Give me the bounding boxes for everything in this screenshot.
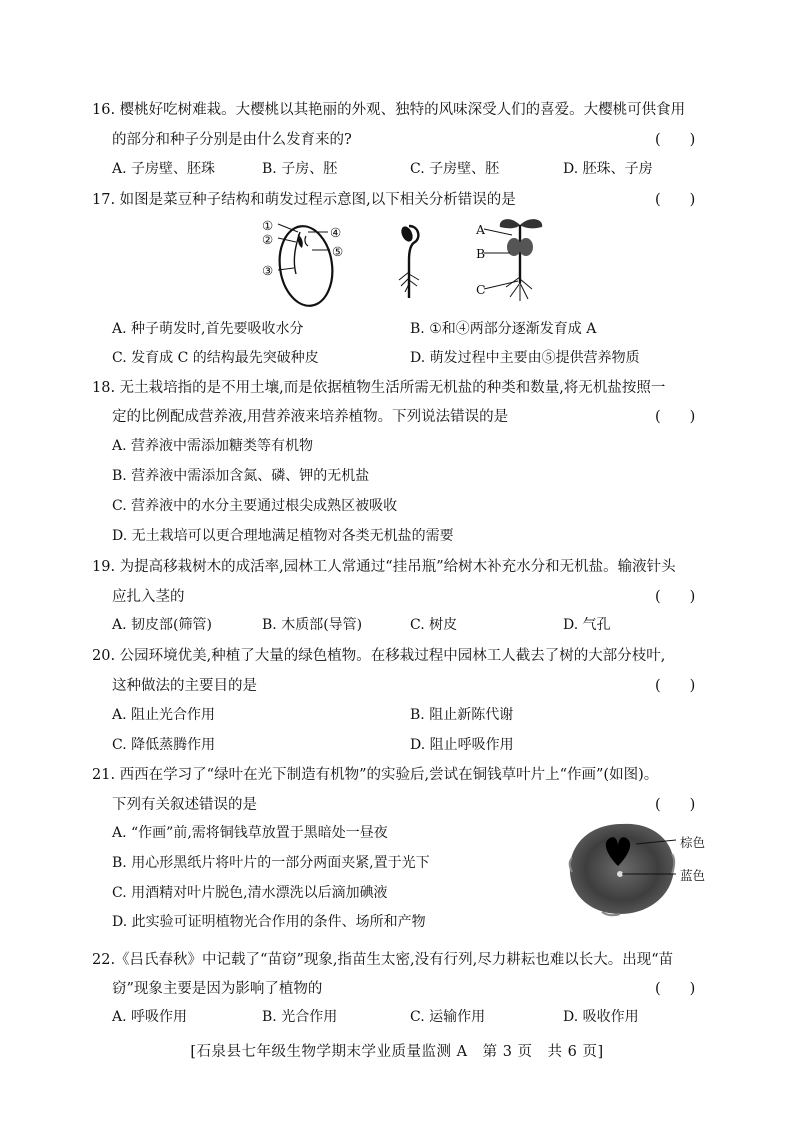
q17-option-d: D. 萌发过程中主要由⑤提供营养物质: [410, 350, 640, 366]
q20-answer-paren: ( ): [655, 678, 696, 694]
q17-option-b: B. ①和④两部分逐渐发育成 A: [410, 321, 597, 337]
germinating-seed-figure: [385, 220, 435, 302]
q19-line-2: 应扎入茎的: [112, 589, 185, 605]
q19-line-1: 19. 为提高移栽树木的成活率,园林工人常通过“挂吊瓶”给树木补充水分和无机盐。输液针头: [92, 559, 676, 575]
q18-option-c: C. 营养液中的水分主要通过根尖成熟区被吸收: [112, 498, 398, 514]
q22-option-c: C. 运输作用: [410, 1009, 486, 1025]
q19-option-c: C. 树皮: [410, 617, 458, 633]
q21-option-b: B. 用心形黑纸片将叶片的一部分两面夹紧,置于光下: [112, 855, 430, 871]
q21-option-c: C. 用酒精对叶片脱色,清水漂洗以后滴加碘液: [112, 885, 388, 901]
seed-label-5: ⑤: [332, 244, 344, 259]
seed-label-2: ②: [262, 232, 274, 247]
q20-option-a: A. 阻止光合作用: [112, 707, 216, 723]
q19-option-a: A. 韧皮部(筛管): [112, 617, 212, 633]
q18-line-2: 定的比例配成营养液,用营养液来培养植物。下列说法错误的是: [112, 409, 509, 425]
q18-answer-paren: ( ): [655, 409, 696, 425]
q22-option-d: D. 吸收作用: [563, 1009, 639, 1025]
q20-option-d: D. 阻止呼吸作用: [410, 737, 514, 753]
q20-option-c: C. 降低蒸腾作用: [112, 737, 216, 753]
q17-line-1: 17. 如图是菜豆种子结构和萌发过程示意图,以下相关分析错误的是: [92, 192, 516, 208]
q22-option-a: A. 呼吸作用: [112, 1009, 188, 1025]
q16-option-b: B. 子房、胚: [262, 161, 338, 177]
q22-line-2: 窃”现象主要是因为影响了植物的: [112, 981, 323, 997]
seedling-label-c: C: [476, 282, 486, 297]
q17-answer-paren: ( ): [655, 192, 696, 208]
q21-line-1: 21. 西西在学习了“绿叶在光下制造有机物”的实验后,尝试在铜钱草叶片上“作画”(如图)。: [92, 767, 659, 783]
q19-answer-paren: ( ): [655, 589, 696, 605]
q16-line-1: 16. 樱桃好吃树难栽。大樱桃以其艳丽的外观、独特的风味深受人们的喜爱。大樱桃可供食用: [92, 102, 686, 118]
leaf-label-brown: 棕色: [680, 835, 706, 850]
q21-option-a: A. “作画”前,需将铜钱草放置于黑暗处一昼夜: [112, 825, 388, 841]
q22-line-1: 22.《吕氏春秋》中记载了“苗窃”现象,指苗生太密,没有行列,尽力耕耘也难以长大。出现“苗: [92, 952, 674, 968]
q16-line-2: 的部分和种子分别是由什么发育来的?: [112, 132, 352, 148]
page-footer: [石泉县七年级生物学期末学业质量监测 A 第 3 页 共 6 页]: [190, 1044, 604, 1060]
q18-option-b: B. 营养液中需添加含氮、磷、钾的无机盐: [112, 468, 370, 484]
q19-option-d: D. 气孔: [563, 617, 611, 633]
q22-answer-paren: ( ): [655, 981, 696, 997]
seedling-label-a: A: [476, 222, 486, 237]
seed-label-1: ①: [262, 218, 274, 233]
q22-option-b: B. 光合作用: [262, 1009, 338, 1025]
q20-line-2: 这种做法的主要目的是: [112, 678, 257, 694]
q16-option-d: D. 胚珠、子房: [563, 161, 653, 177]
q18-option-d: D. 无土栽培可以更合理地满足植物对各类无机盐的需要: [112, 528, 454, 544]
q19-option-b: B. 木质部(导管): [262, 617, 363, 633]
q17-option-c: C. 发育成 C 的结构最先突破种皮: [112, 350, 319, 366]
q20-option-b: B. 阻止新陈代谢: [410, 707, 514, 723]
q20-line-1: 20. 公园环境优美,种植了大量的绿色植物。在移栽过程中园林工人截去了树的大部分枝叶,: [92, 648, 666, 664]
q21-answer-paren: ( ): [655, 797, 696, 813]
q21-line-2: 下列有关叙述错误的是: [112, 797, 257, 813]
seedling-label-b: B: [476, 246, 486, 261]
q16-option-c: C. 子房壁、胚: [410, 161, 500, 177]
q16-answer-paren: ( ): [655, 132, 696, 148]
seed-label-4: ④: [330, 225, 342, 240]
q18-option-a: A. 营养液中需添加糖类等有机物: [112, 438, 314, 454]
q21-option-d: D. 此实验可证明植物光合作用的条件、场所和产物: [112, 914, 426, 930]
q18-line-1: 18. 无土栽培指的是不用土壤,而是依据植物生活所需无机盐的种类和数量,将无机盐按照一: [92, 380, 666, 396]
seed-label-3: ③: [262, 263, 274, 278]
q17-option-a: A. 种子萌发时,首先要吸收水分: [112, 321, 304, 337]
q16-option-a: A. 子房壁、胚珠: [112, 161, 216, 177]
leaf-label-blue: 蓝色: [680, 868, 706, 883]
leaf-heart-figure: [562, 818, 684, 918]
